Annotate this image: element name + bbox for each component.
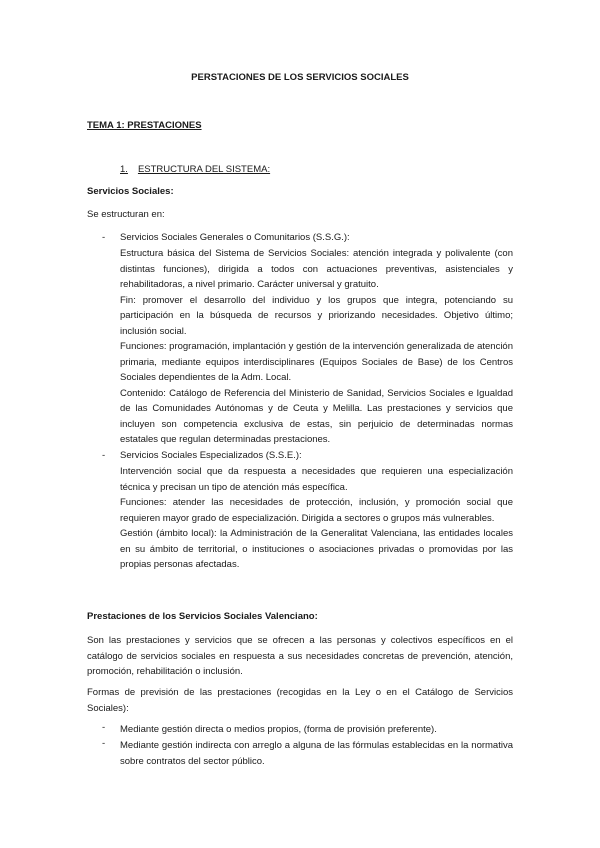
formas-text: Formas de previsión de las prestaciones (recogidas en la Ley o en el Catálogo de Servicios Sociales): bbox=[87, 687, 513, 714]
ssg-paragraph: Estructura básica del Sistema de Servicios Sociales: atención integrada y polivalente (con distintas funciones), dirigida a todos con actuaciones preventivas, asistenciales y rehabilitadoras, a nivel primario. Carácter universal y gratuito. bbox=[120, 248, 513, 290]
tema-heading: TEMA 1: PRESTACIONES bbox=[87, 120, 202, 131]
valenciano-intro: Son las prestaciones y servicios que se ofrecen a las personas y colectivos específicos en el catálogo de servicios sociales en respuesta a sus necesidades concretas de prevención, atención, promoción, rehabilitación o inclusión. bbox=[87, 635, 513, 677]
estructuran-text: Se estructuran en: bbox=[87, 209, 165, 220]
section-1-number: 1. bbox=[120, 164, 128, 175]
section-1-heading bbox=[120, 164, 270, 175]
sse-paragraph: Intervención social que da respuesta a necesidades que requieren una especialización técnica y precisan un tipo de atención más específica. bbox=[120, 466, 513, 493]
formas-bullet: - bbox=[102, 722, 106, 733]
document-title: PERSTACIONES DE LOS SERVICIOS SOCIALES bbox=[191, 72, 409, 83]
sse-bullet: - bbox=[102, 450, 106, 461]
ssg-heading: Servicios Sociales Generales o Comunitarios (S.S.G.): bbox=[120, 232, 350, 243]
ssg-body bbox=[120, 246, 513, 448]
sse-paragraph: Funciones: atender las necesidades de protección, inclusión, y promoción social que requieren mayor grado de especialización. Dirigida a sectores o grupos más vulnerables. bbox=[120, 497, 513, 524]
sse-heading: Servicios Sociales Especializados (S.S.E.): bbox=[120, 450, 302, 461]
ssg-paragraph: Contenido: Catálogo de Referencia del Ministerio de Sanidad, Servicios Sociales e Igualdad de las Comunidades Autónomas y de Ceuta y Melilla. Las prestaciones y servicios que incluyen son competencia exclusiva de estas, sin perjuicio de determinadas normas estatales que regulan determinadas prestaciones. bbox=[120, 387, 513, 445]
section-1-title: ESTRUCTURA DEL SISTEMA: bbox=[137, 164, 271, 175]
ssg-paragraph: Funciones: programación, implantación y gestión de la intervención generalizada de atención primaria, mediante equipos interdisciplinares (Equipos Sociales de Base) de los Centros Sociales dependientes de la Adm. Local. bbox=[120, 341, 513, 383]
formas-bullet: - bbox=[102, 738, 106, 749]
formas-item: Mediante gestión directa o medios propios, (forma de provisión preferente). bbox=[120, 724, 437, 735]
formas-item: Mediante gestión indirecta con arreglo a alguna de las fórmulas establecidas en la normativa sobre contratos del sector público. bbox=[120, 740, 513, 767]
sse-paragraph: Gestión (ámbito local): la Administración de la Generalitat Valenciana, las entidades locales en su ámbito de territorial, o instituciones o asociaciones privadas o promovidas por las propias personas afectadas. bbox=[120, 528, 513, 570]
ssg-paragraph: Fin: promover el desarrollo del individuo y los grupos que integra, potenciando su participación en la búsqueda de recursos y priorizando necesidades. Objetivo último; inclusión social. bbox=[120, 294, 513, 337]
valenciano-heading: Prestaciones de los Servicios Sociales Valenciano: bbox=[87, 611, 318, 622]
sse-body bbox=[120, 464, 513, 573]
ssg-bullet: - bbox=[102, 232, 106, 243]
servicios-sociales-heading: Servicios Sociales: bbox=[87, 186, 174, 197]
